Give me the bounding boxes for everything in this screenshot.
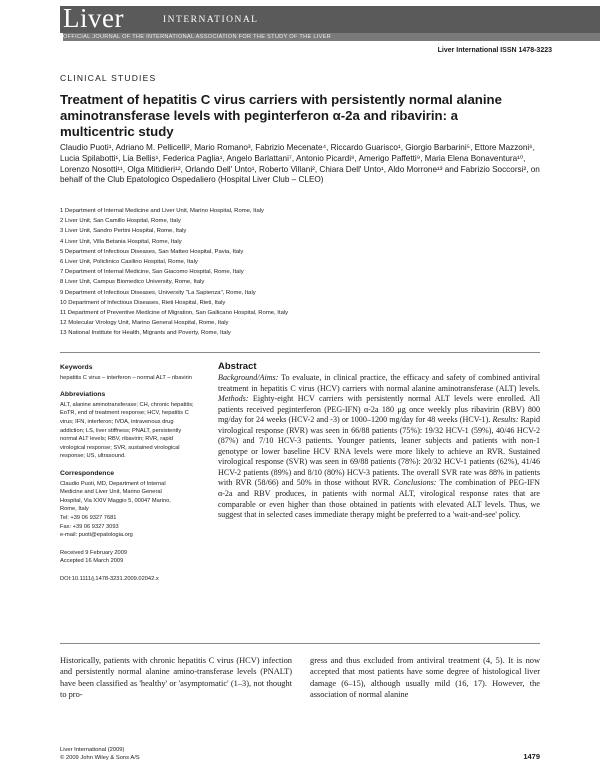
dates-block bbox=[60, 549, 196, 566]
abstract-heading: Abstract bbox=[218, 361, 257, 372]
correspondence-line: Hospital, Via XXIV Maggio 5, 00047 Marino, bbox=[60, 497, 171, 504]
affiliation-item: 10 Department of Infectious Diseases, Rieti Hospital, Rieti, Italy bbox=[60, 299, 226, 306]
keywords-block bbox=[60, 364, 196, 382]
page-footer bbox=[60, 746, 140, 762]
affiliation-item: 8 Liver Unit, Campus Biomedico University, Rome, Italy bbox=[60, 279, 205, 286]
abstract-methods-text: Eighty-eight HCV carriers with persistently normal ALT levels were enrolled. All patients received peginterferon (PEG-IFN) α-2a 180 μg once weekly plus ribavirin (RBV) 800 mg/day for 24 weeks (HCV-2 and -3) or 1000–1200 mg/day for 48 weeks (HCV-1). bbox=[218, 394, 540, 425]
abstract-methods-label: Methods: bbox=[218, 394, 249, 404]
affiliation-item: 7 Department of Internal Medicine, San Giacomo Hospital, Rome, Italy bbox=[60, 269, 244, 276]
affiliation-item: 11 Department of Preventive Medicine of Migration, San Gallicano Hospital, Rome, Italy bbox=[60, 310, 289, 317]
correspondence-line: Rome, Italy bbox=[60, 506, 89, 513]
accepted-date: Accepted 16 March 2009 bbox=[60, 558, 124, 565]
abstract-results-label: Results: bbox=[492, 415, 519, 425]
divider bbox=[60, 643, 540, 644]
journal-logo-international: INTERNATIONAL bbox=[163, 15, 259, 25]
affiliation-item: 13 National Institute for Health, Migrants and Poverty, Rome, Italy bbox=[60, 330, 231, 337]
affiliation-item: 12 Molecular Virology Unit, Marino General Hospital, Rome, Italy bbox=[60, 320, 229, 327]
journal-masthead bbox=[60, 3, 600, 40]
affiliation-item: 3 Liver Unit, Sandro Pertini Hospital, Rome, Italy bbox=[60, 228, 187, 235]
abbreviations-heading: Abbreviations bbox=[60, 391, 106, 399]
affiliation-list bbox=[60, 206, 540, 339]
received-date: Received 9 February 2009 bbox=[60, 549, 128, 556]
correspondence-line: Medicine and Liver Unit, Marino General bbox=[60, 489, 162, 496]
correspondence-line: Claudio Puoti, MD, Department of Internal bbox=[60, 480, 166, 487]
doi-block bbox=[60, 575, 196, 584]
section-heading: CLINICAL STUDIES bbox=[60, 73, 157, 83]
body-paragraph: gress and thus excluded from antiviral treatment (4, 5). It is now accepted that most patients have some degree of histological liver damage (6–15), although usually mild (16, 17). However, the association of normal alanine bbox=[310, 656, 540, 699]
article-title: Treatment of hepatitis C virus carriers with persistently normal alanine aminotransferase levels with peginterferon α-2a and ribavirin: a multicentric study bbox=[60, 92, 502, 140]
journal-official-line: OFFICIAL JOURNAL OF THE INTERNATIONAL ASSOCIATION FOR THE STUDY OF THE LIVER bbox=[63, 33, 600, 41]
affiliation-item: 4 Liver Unit, Villa Betania Hospital, Rome, Italy bbox=[60, 238, 182, 245]
correspondence-block bbox=[60, 470, 196, 540]
abstract-section bbox=[218, 361, 540, 521]
page-number: 1479 bbox=[523, 752, 540, 761]
keywords-text: hepatitis C virus – interferon – normal ALT – ribavirin bbox=[60, 374, 192, 381]
footer-copyright: © 2009 John Wiley & Sons A/S bbox=[60, 755, 140, 761]
journal-issn: Liver International ISSN 1478-3223 bbox=[437, 47, 552, 54]
correspondence-line: Fax: +39 06 9327 3093 bbox=[60, 523, 119, 530]
abstract-conclusions-label: Conclusions: bbox=[393, 478, 437, 488]
correspondence-line: Tel: +39 06 9327 7681 bbox=[60, 514, 117, 521]
body-text-left-column bbox=[60, 655, 292, 700]
correspondence-heading: Correspondence bbox=[60, 469, 115, 477]
footer-journal: Liver International (2009) bbox=[60, 747, 125, 753]
article-metadata-column bbox=[60, 364, 196, 592]
abbreviations-block bbox=[60, 391, 196, 461]
body-text-right-column bbox=[310, 655, 540, 700]
abstract-results-text: Rapid virological response (RVR) was seen in 66/88 patients (75%): 19/32 HCV-1 (59%), 40/46 HCV-2 (87%) and 7/10 HCV-3 patients. Younger patients, leaner subjects and patients with non-1 genotype or lower baseline HCV RNA levels were more likely to achieve an RVR. Sustained virological response (SVR) was seen in 69/88 patients (78%): 20/32 HCV-1 patients (62%), 41/46 HCV-2 patients (89%) and 8/10 (80%) HCV-3 patients. The overall SVR rate was 88% in patients with RVR (58/66) and 50% in those without RVR. bbox=[218, 415, 540, 488]
abstract-background-label: Background/Aims: bbox=[218, 373, 279, 382]
affiliation-item: 9 Department of Infectious Diseases, University "La Sapienza", Rome, Italy bbox=[60, 289, 256, 296]
abstract-background-text: To evaluate, in clinical practice, the efficacy and safety of combined antiviral treatment in hepatitis C virus (HCV) carriers with normal alanine aminotransferase (ALT) levels. bbox=[218, 373, 540, 393]
abstract-text bbox=[218, 373, 540, 521]
divider bbox=[60, 352, 540, 353]
keywords-heading: Keywords bbox=[60, 364, 93, 371]
correspondence-email[interactable]: e-mail: puoti@epatologia.org bbox=[60, 532, 133, 539]
body-paragraph: Historically, patients with chronic hepatitis C virus (HCV) infection and persistently normal alanine amino-transferase levels (PNALT) have been classified as 'healthy' or 'asymptomatic' (1–3), not thought to pro- bbox=[60, 656, 292, 699]
affiliation-item: 1 Department of Internal Medicine and Liver Unit, Marino Hospital, Rome, Italy bbox=[60, 208, 264, 214]
affiliation-item: 6 Liver Unit, Policlinico Casilino Hospital, Rome, Italy bbox=[60, 259, 198, 266]
affiliation-item: 5 Department of Infectious Diseases, San Matteo Hospital, Pavia, Italy bbox=[60, 248, 244, 255]
abbreviations-text: ALT, alanine aminotransferase; CH, chronic hepatitis; EoTR, end of treatment response; HCV, hepatitis C virus; IFN, interferon; IVDA, intravenous drug addiction; LS, liver stiffness; PNALT, persistently normal ALT levels; RBV, ribavirin; RVR, rapid virological response; SVR, sustained virological response; US, ultrasound. bbox=[60, 401, 194, 460]
journal-logo: Liver bbox=[63, 3, 124, 33]
author-list: Claudio Puoti¹, Adriano M. Pellicelli², Mario Romano³, Fabrizio Mecenate⁴, Riccardo Guarisco¹, Giorgio Barbarini⁵, Ettore Mazzoni⁶, Lucia Spilabotti¹, Lia Bellis¹, Federica Paglia¹, Angelo Barlattani⁷, Antonio Picardi⁸, Amerigo Paffetti⁹, Maria Elena Bonaventura¹⁰, Lorenzo Nosotti¹¹, Olga Mitidieri¹², Orlando Dell' Unto¹, Roberto Villani², Chiara Dell' Unto¹, Aldo Morrone¹³ and Fabrizio Soccorsi², on behalf of the Club Epatologico Ospedaliero (Hospital Liver Club – CLEO) bbox=[60, 143, 540, 185]
abstract-conclusions-text: The combination of PEG-IFN α-2a and RBV produces, in patients with normal ALT, virological response rates that are comparable or even higher than those obtained in patients with elevated ALT levels. Thus, we suggest that in selected cases immediate therapy might be preferred to a 'wait-and-see' policy. bbox=[218, 478, 540, 520]
affiliation-item: 2 Liver Unit, San Camillo Hospital, Rome, Italy bbox=[60, 218, 181, 225]
doi-link[interactable]: DOI:10.1111/j.1478-3231.2009.02042.x bbox=[60, 575, 159, 582]
